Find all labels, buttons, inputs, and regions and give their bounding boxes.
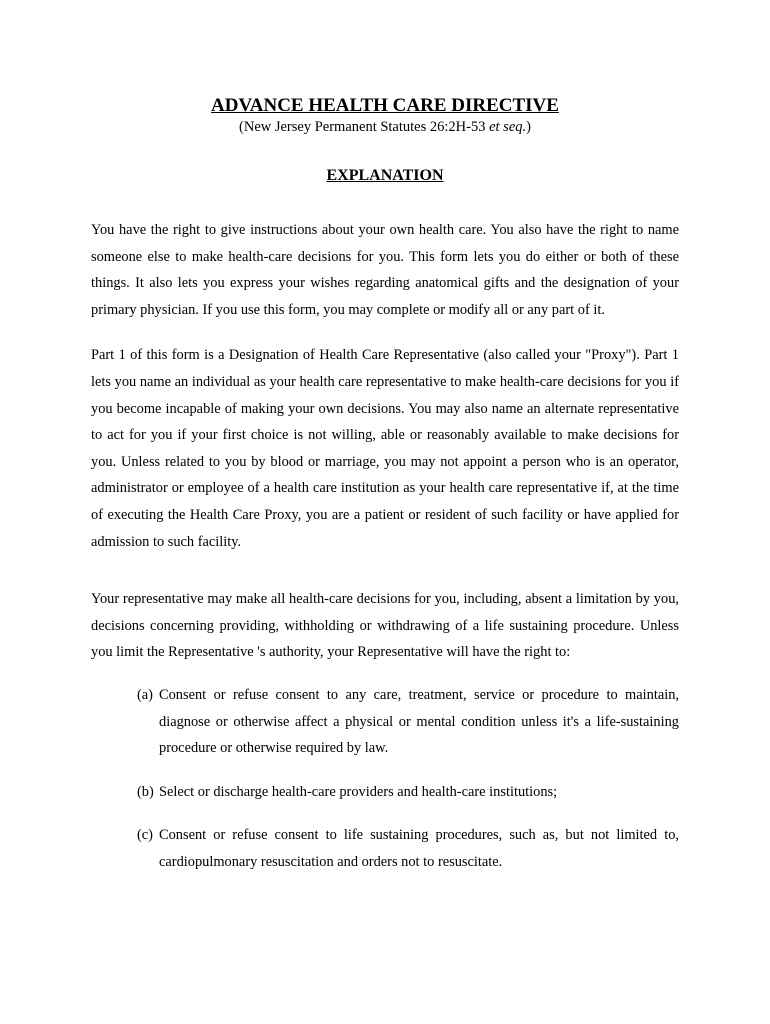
document-title: ADVANCE HEALTH CARE DIRECTIVE [211, 95, 559, 116]
list-text: Consent or refuse consent to life sustaining procedures, such as, but not limited to, cardiopulmonary resuscitation and orders not to resuscitate. [159, 827, 679, 870]
paragraph-rights: You have the right to give instructions about your own health care. You also have the right to name someone else to make health-care decisions for you. This form lets you do either or both of these things. It also lets you express your wishes regarding anatomical gifts and the designation of your primary physician. If you use this form, you may complete or modify all or any part of it. [91, 222, 679, 318]
list-text: Consent or refuse consent to any care, treatment, service or procedure to maintain, diagnose or otherwise affect a physical or mental condition unless it's a life-sustaining procedure or otherwise required by law. [159, 686, 679, 757]
subtitle-italic: et seq. [489, 119, 527, 135]
list-marker: (c) [137, 827, 153, 844]
subtitle-suffix: ) [526, 119, 531, 135]
list-item [137, 822, 679, 875]
section-heading-explanation: EXPLANATION [326, 167, 444, 184]
subtitle-prefix: (New Jersey Permanent Statutes 26:2H-53 [239, 119, 490, 135]
list-text: Select or discharge health-care providers and health-care institutions; [159, 783, 558, 800]
list-marker: (b) [137, 783, 154, 800]
rights-list [91, 682, 679, 876]
list-item [137, 682, 679, 762]
list-marker: (a) [137, 686, 153, 703]
document-subtitle [91, 118, 679, 136]
list-item [137, 779, 679, 806]
paragraph-part1: Part 1 of this form is a Designation of Health Care Representative (also called your "Proxy"). Part 1 lets you name an individual as your health care representative to make health-care decisions for you if you become incapable of making your own decisions. You may also name an alternate representative to act for you if your first choice is not willing, able or reasonably available to make decisions for you. Unless related to you by blood or marriage, you may not appoint a person who is an operator, administrator or employee of a health care institution as your health care representative if, at the time of executing the Health Care Proxy, you are a patient or resident of such facility or have applied for admission to such facility. [91, 347, 679, 550]
paragraph-representative: Your representative may make all health-care decisions for you, including, absent a limitation by you, decisions concerning providing, withholding or withdrawing of a life sustaining procedure. Unless you limit the Representative 's authority, your Representative will have the right to: [91, 591, 679, 661]
